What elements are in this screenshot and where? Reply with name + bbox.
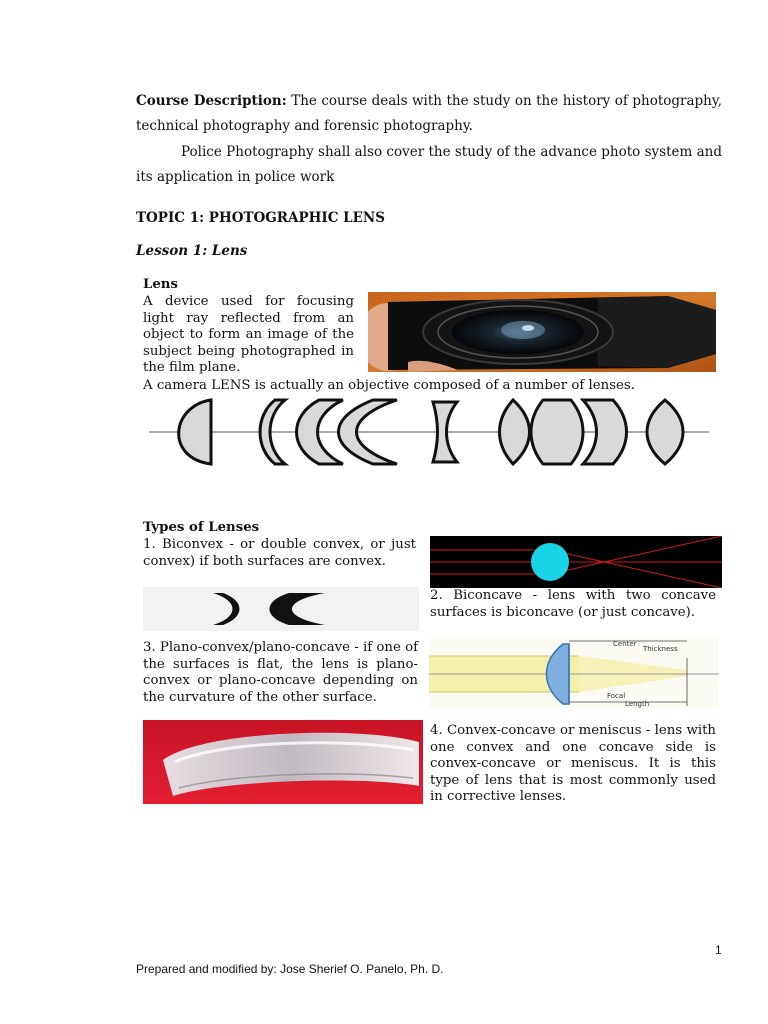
type-plano: 3. Plano-convex/plano-concave - if one of the surfaces is flat, the lens is plano-convex or plano-concave depending on the curvature of the other surface. — [143, 640, 418, 705]
lens-heading: Lens — [143, 277, 178, 292]
meniscus-lens-photo — [143, 720, 423, 804]
course-description — [136, 89, 722, 139]
types-heading: Types of Lenses — [143, 520, 260, 535]
lens-shapes-diagram — [143, 396, 713, 468]
diagram-label-focal: Focal — [607, 692, 626, 700]
type-biconcave: 2. Biconcave - lens with two concave surfaces is biconcave (or just concave). — [430, 588, 716, 620]
page-number: 1 — [715, 943, 722, 957]
lens-definition: A device used for focusing light ray reflected from an object to form an image of the subject being photographed in the film plane. — [143, 294, 354, 376]
camera-lens-photo — [368, 292, 716, 372]
diagram-label-center: Center — [613, 640, 637, 648]
course-description-label: Course Description: — [136, 93, 287, 109]
biconvex-ray-diagram — [430, 536, 722, 588]
topic-title: TOPIC 1: PHOTOGRAPHIC LENS — [136, 210, 386, 226]
plano-convex-diagram — [429, 638, 719, 708]
lesson-title: Lesson 1: Lens — [136, 243, 248, 259]
type-biconvex: 1. Biconvex - or double convex, or just convex) if both surfaces are convex. — [143, 537, 416, 569]
diagram-label-length: Length — [625, 700, 650, 708]
type-meniscus: 4. Convex-concave or meniscus - lens with one convex and one concave side is convex-concave or meniscus. It is this type of lens that is most commonly used in corrective lenses. — [430, 723, 716, 805]
biconcave-shape-image — [143, 587, 419, 631]
course-description-text: The course deals with the study on the history of photography, technical photography and forensic photography. — [136, 93, 722, 134]
course-description-police: Police Photography shall also cover the study of the advance photo system and its application in police work — [136, 144, 722, 185]
camera-lens-note: A camera LENS is actually an objective composed of a number of lenses. — [143, 378, 635, 393]
diagram-label-thickness: Thickness — [643, 645, 678, 653]
footer-credit: Prepared and modified by: Jose Sherief O. Panelo, Ph. D. — [136, 962, 444, 976]
